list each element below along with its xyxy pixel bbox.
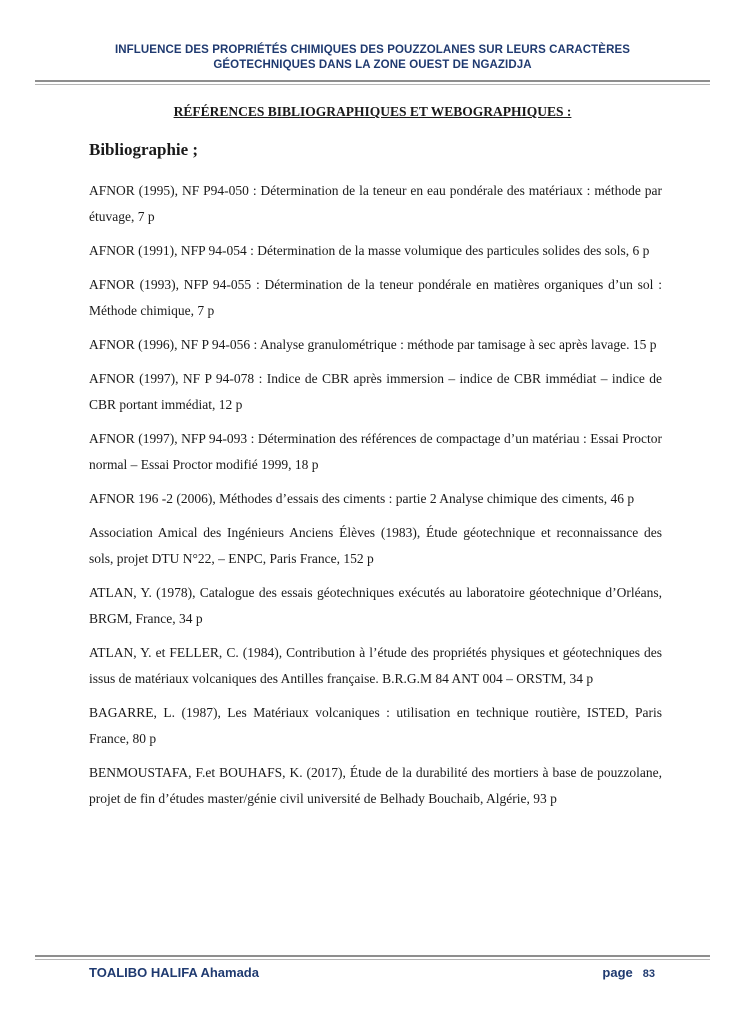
header-rule-thin xyxy=(35,84,710,85)
reference-item: BAGARRE, L. (1987), Les Matériaux volcaniques : utilisation en technique routière, ISTED, Paris France, 80 p xyxy=(89,704,662,746)
footer-rule-thin xyxy=(35,959,710,960)
reference-item: AFNOR (1995), NF P94-050 : Détermination de la teneur en eau pondérale des matériaux : méthode par étuvage, 7 p xyxy=(89,183,662,224)
reference-item: ATLAN, Y. et FELLER, C. (1984), Contribution à l’étude des propriétés physiques et géotechniques des issus de matériaux volcaniques des Antilles française. B.R.G.M 84 ANT 004 – ORSTM, 34 p xyxy=(89,645,662,686)
reference-item: AFNOR (1993), NFP 94-055 : Détermination de la teneur pondérale en matières organiques d’un sol : Méthode chimique, 7 p xyxy=(89,277,662,318)
header-line-1: INFLUENCE DES PROPRIÉTÉS CHIMIQUES DES POUZZOLANES SUR LEURS CARACTÈRES xyxy=(114,44,631,56)
reference-item: AFNOR 196 -2 (2006), Méthodes d’essais des ciments : partie 2 Analyse chimique des ciments, 46 p xyxy=(89,491,635,507)
reference-list xyxy=(89,178,662,820)
footer-page xyxy=(602,965,655,980)
header-rule xyxy=(35,80,710,82)
reference-item: Association Amical des Ingénieurs Anciens Élèves (1983), Étude géotechnique et reconnaissance des sols, projet DTU N°22, – ENPC, Paris France, 152 p xyxy=(89,525,662,566)
footer-rule xyxy=(35,955,710,957)
reference-item: AFNOR (1997), NFP 94-093 : Détermination des références de compactage d’un matériau : Essai Proctor normal – Essai Proctor modifié 1999, 18 p xyxy=(89,431,662,472)
subheading-bibliographie: Bibliographie ; xyxy=(89,140,199,159)
section-title: RÉFÉRENCES BIBLIOGRAPHIQUES ET WEBOGRAPHIQUES : xyxy=(173,104,572,119)
running-header xyxy=(60,43,685,73)
reference-item: AFNOR (1996), NF P 94-056 : Analyse granulométrique : méthode par tamisage à sec après lavage. 15 p xyxy=(89,337,657,353)
reference-item: AFNOR (1991), NFP 94-054 : Détermination de la masse volumique des particules solides des sols, 6 p xyxy=(89,242,650,258)
page-number: 83 xyxy=(642,968,655,980)
footer-author: TOALIBO HALIFA Ahamada xyxy=(89,965,259,980)
reference-item: ATLAN, Y. (1978), Catalogue des essais géotechniques exécutés au laboratoire géotechnique d’Orléans, BRGM, France, 34 p xyxy=(89,585,662,626)
page-label: page xyxy=(602,965,633,980)
header-line-2: GÉOTECHNIQUES DANS LA ZONE OUEST DE NGAZIDJA xyxy=(213,59,532,71)
reference-item: AFNOR (1997), NF P 94-078 : Indice de CBR après immersion – indice de CBR immédiat – indice de CBR portant immédiat, 12 p xyxy=(89,371,662,412)
reference-item: BENMOUSTAFA, F.et BOUHAFS, K. (2017), Étude de la durabilité des mortiers à base de pouzzolane, projet de fin d’études master/génie civil université de Belhady Bouchaib, Algérie, 93 p xyxy=(89,764,662,806)
